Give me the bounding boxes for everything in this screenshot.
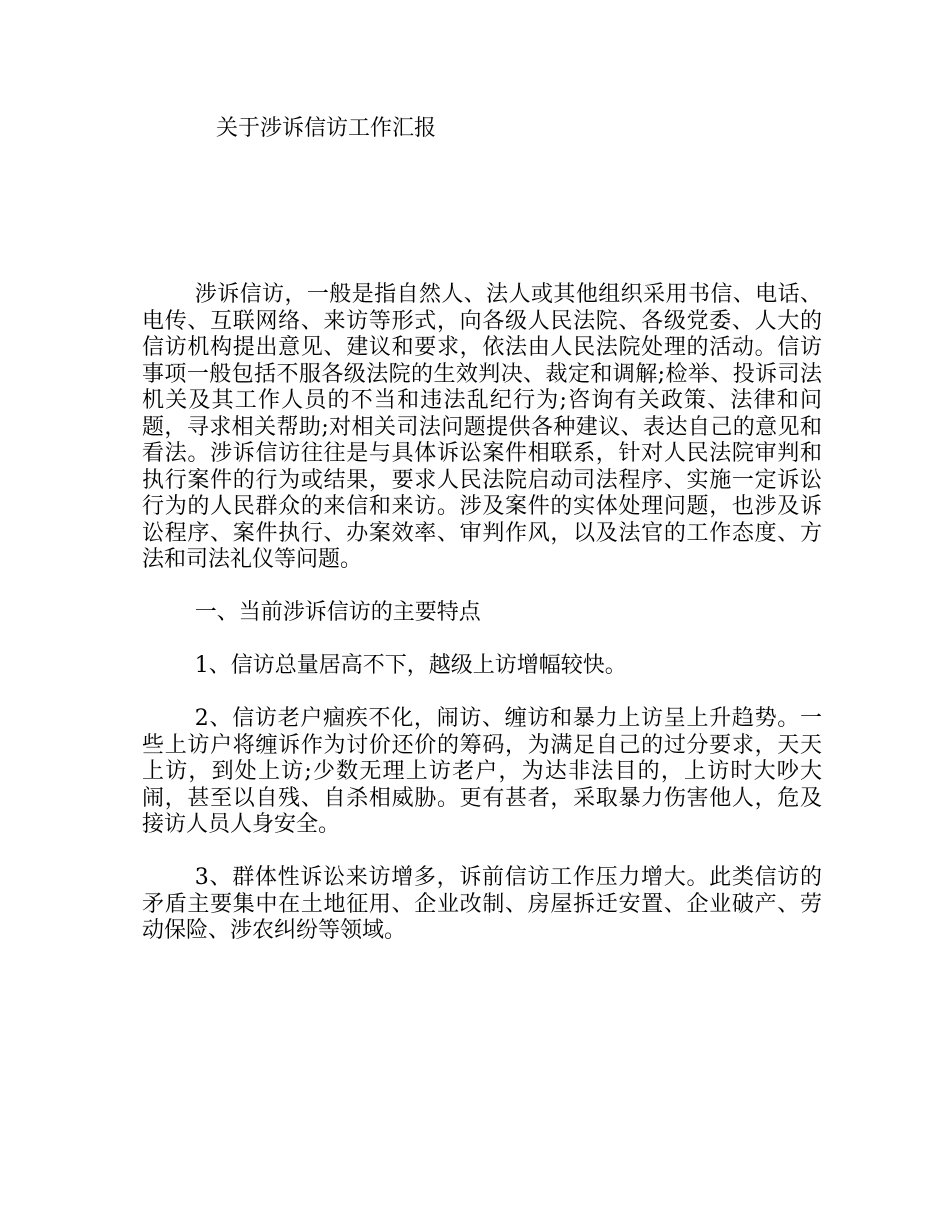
point-2-paragraph: 2、信访老户痼疾不化，闹访、缠访和暴力上访呈上升趋势。一些上访户将缠诉作为讨价还价的筹码，为满足自己的过分要求，天天上访，到处上访;少数无理上访老户，为达非法目的，上访时大吵大闹，甚至以自残、自杀相威胁。更有甚者，采取暴力伤害他人，危及接访人员人身安全。: [142, 706, 822, 837]
paragraph-spacer: [142, 574, 822, 601]
point-3-paragraph: 3、群体性诉讼来访增多，诉前信访工作压力增大。此类信访的矛盾主要集中在土地征用、企业改制、房屋拆迁安置、企业破产、劳动保险、涉农纠纷等领域。: [142, 865, 822, 943]
paragraph-spacer: [142, 680, 822, 707]
document-title: 关于涉诉信访工作汇报: [216, 116, 437, 141]
section-heading: 一、当前涉诉信访的主要特点: [194, 600, 481, 625]
point-1-paragraph: 1、信访总量居高不下，越级上访增幅较快。: [194, 653, 627, 678]
intro-paragraph: 涉诉信访，一般是指自然人、法人或其他组织采用书信、电话、电传、互联网络、来访等形式，向各级人民法院、各级党委、人大的信访机构提出意见、建议和要求，依法由人民法院处理的活动。信访事项一般包括不服各级法院的生效判决、裁定和调解;检举、投诉司法机关及其工作人员的不当和违法乱纪行为;咨询有关政策、法律和问题，寻求相关帮助;对相关司法问题提供各种建议、表达自己的意见和看法。涉诉信访往往是与具体诉讼案件相联系，针对人民法院审判和执行案件的行为或结果，要求人民法院启动司法程序、实施一定诉讼行为的人民群众的来信和来访。涉及案件的实体处理问题，也涉及诉讼程序、案件执行、办案效率、审判作风，以及法官的工作态度、方法和司法礼仪等问题。: [142, 282, 822, 572]
document-body: [142, 282, 822, 945]
paragraph-spacer: [142, 627, 822, 654]
paragraph-spacer: [142, 839, 822, 866]
